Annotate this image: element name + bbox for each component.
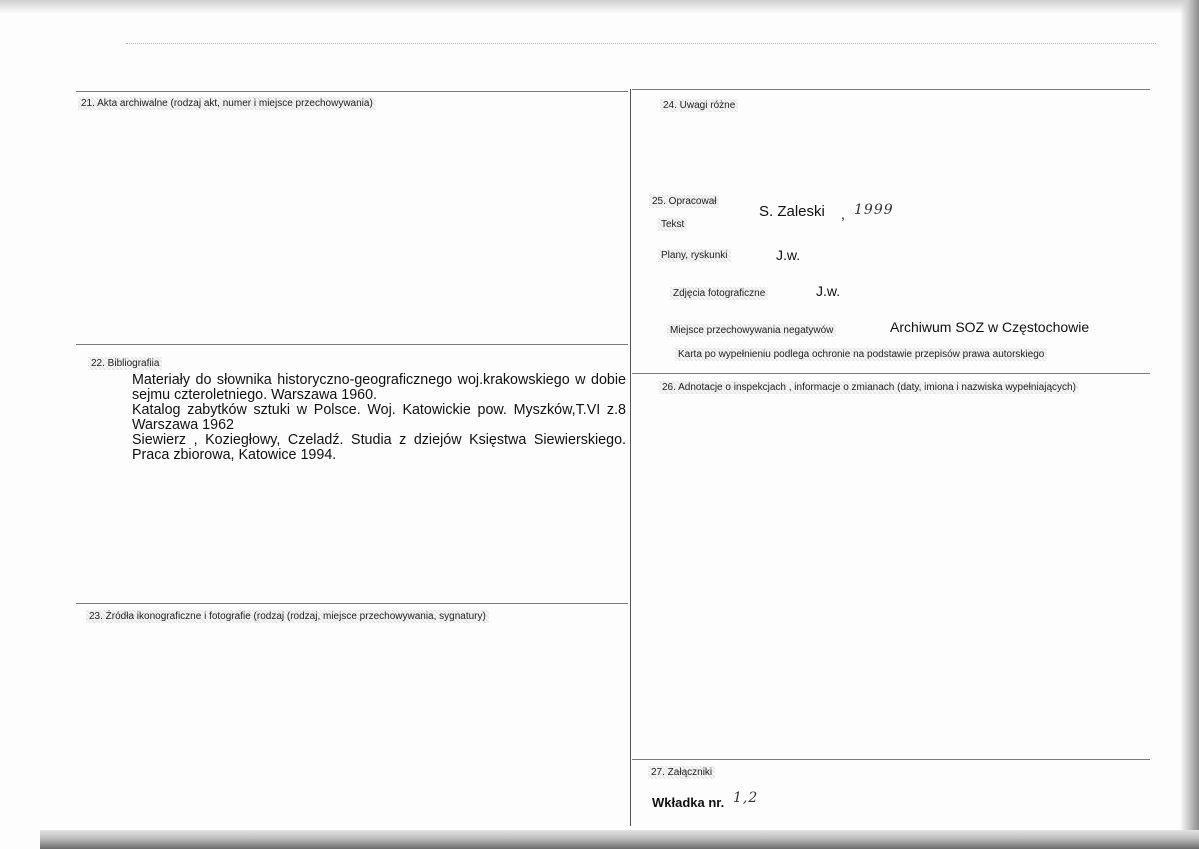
section-22-label: 22. Bibliografiia bbox=[88, 357, 162, 370]
scan-edge-top bbox=[0, 0, 1199, 14]
section-23-label: 23. Źródła ikonograficzne i fotografie (rodzaj (rodzaj, miejsce przechowywania, sygnatury) bbox=[86, 610, 489, 623]
rule-top-right bbox=[632, 89, 1150, 90]
rule-section-22 bbox=[76, 344, 628, 345]
bibliography-entry: Katalog zabytków sztuki w Polsce. Woj. Katowickie pow. Myszków,T.VI z.8 Warszawa 1962 bbox=[132, 402, 626, 433]
rule-section-26 bbox=[632, 373, 1150, 374]
scan-edge-bottom bbox=[40, 830, 1199, 849]
zdjecia-value: J.w. bbox=[816, 283, 841, 299]
rule-top-left bbox=[76, 91, 628, 92]
section-21-label: 21. Akta archiwalne (rodzaj akt, numer i miejsce przechowywania) bbox=[78, 97, 376, 110]
miejsce-label: Miejsce przechowywania negatywów bbox=[667, 324, 836, 337]
plany-label: Plany, ryskunki bbox=[658, 249, 731, 262]
section-24-label: 24. Uwagi różne bbox=[660, 99, 738, 112]
section-26-label: 26. Adnotacje o inspekcjach , informacje o zmianach (daty, imiona i nazwiska wypełniających) bbox=[659, 381, 1079, 394]
miejsce-value: Archiwum SOZ w Częstochowie bbox=[890, 319, 1090, 335]
column-divider bbox=[630, 89, 631, 826]
plany-value: J.w. bbox=[776, 247, 801, 263]
scan-edge-right bbox=[1180, 0, 1199, 849]
section-25-tekst-label: Tekst bbox=[658, 218, 687, 231]
wkladka-handwritten: 1,2 bbox=[733, 790, 759, 806]
wkladka-label: Wkładka nr. bbox=[652, 795, 725, 810]
bibliography-list bbox=[132, 373, 626, 463]
section-25-opracowal-label: 25. Opracował bbox=[649, 195, 719, 208]
rule-section-27 bbox=[632, 759, 1150, 760]
section-27-label: 27. Załączniki bbox=[648, 766, 715, 779]
bibliography-entry: Siewierz , Koziegłowy, Czeladź. Studia z dziejów Księstwa Siewierskiego. Praca zbiorowa, Katowice 1994. bbox=[132, 432, 626, 463]
copyright-note: Karta po wypełnieniu podlega ochronie na podstawie przepisów prawa autorskiego bbox=[675, 348, 1047, 361]
author-name: S. Zaleski bbox=[759, 203, 825, 220]
rule-section-23 bbox=[76, 603, 628, 604]
top-dotted-line bbox=[126, 43, 1156, 44]
zdjecia-label: Zdjęcia fotograficzne bbox=[670, 287, 768, 300]
bibliography-entry: Materiały do słownika historyczno-geograficznego woj.krakowskiego w dobie sejmu czteroletniego. Warszawa 1960. bbox=[132, 372, 626, 403]
author-separator: , bbox=[841, 206, 845, 222]
handwritten-year: 1999 bbox=[854, 202, 894, 218]
